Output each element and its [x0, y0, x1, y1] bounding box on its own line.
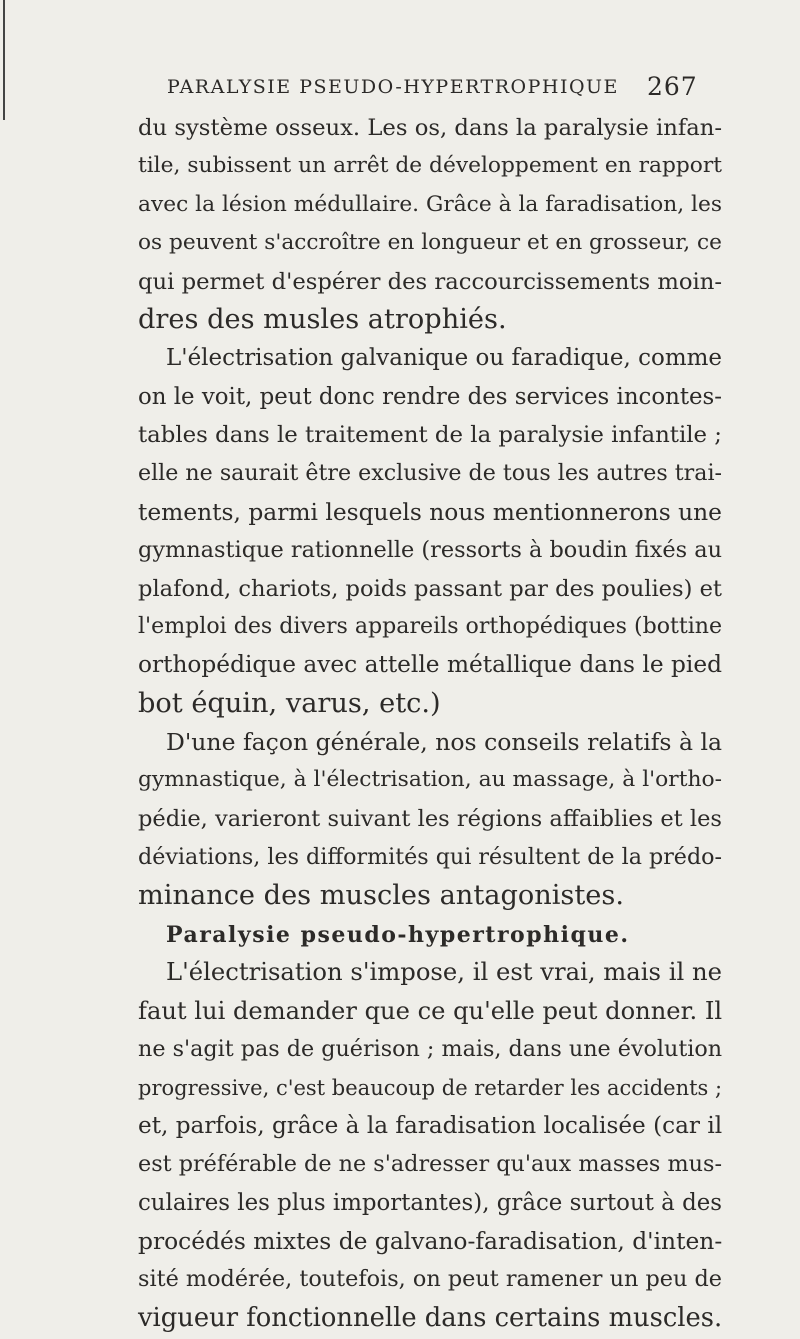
text-line: L'électrisation galvanique ou faradique, comme — [166, 345, 722, 371]
text-line: et, parfois, grâce à la faradisation localisée (car il — [138, 1113, 723, 1139]
text-line: déviations, les difformités qui résultent de la prédo- — [138, 844, 722, 870]
text-line: qui permet d'espérer des raccourcissements moin- — [138, 269, 722, 295]
text-line: pédie, varieront suivant les régions affaiblies et les — [138, 806, 722, 832]
text-line: plafond, chariots, poids passant par des poulies) et — [138, 576, 722, 602]
running-header: PARALYSIE PSEUDO-HYPERTROPHIQUE — [167, 76, 619, 98]
text-line: D'une façon générale, nos conseils relatifs à la — [166, 728, 722, 756]
text-line: L'électrisation s'impose, il est vrai, mais il ne — [166, 957, 722, 986]
text-line: os peuvent s'accroître en longueur et en grosseur, ce — [138, 230, 722, 255]
text-line: l'emploi des divers appareils orthopédiques (bottine — [138, 614, 723, 639]
section-title: Paralysie pseudo-hypertrophique. — [166, 922, 630, 948]
text-line: avec la lésion médullaire. Grâce à la faradisation, les — [138, 192, 722, 217]
text-line: sité modérée, toutefois, on peut ramener un peu de — [138, 1266, 722, 1292]
text-line: bot équin, varus, etc.) — [138, 688, 441, 719]
text-line: progressive, c'est beaucoup de retarder les accidents ; — [138, 1076, 723, 1100]
page-number: 267 — [647, 72, 698, 101]
text-line: gymnastique rationnelle (ressorts à boudin fixés au — [138, 537, 723, 563]
text-line: est préférable de ne s'adresser qu'aux masses mus- — [138, 1151, 722, 1177]
text-line: orthopédique avec attelle métallique dans le pied — [138, 651, 722, 678]
text-line: vigueur fonctionnelle dans certains muscles. — [138, 1303, 723, 1333]
text-line: procédés mixtes de galvano-faradisation, d'inten- — [138, 1227, 723, 1255]
text-line: ne s'agit pas de guérison ; mais, dans une évolution — [138, 1036, 723, 1062]
text-line: minance des muscles antagonistes. — [138, 880, 624, 911]
text-line: on le voit, peut donc rendre des services incontes- — [138, 384, 723, 410]
page-edge-line — [3, 0, 5, 120]
text-line: faut lui demander que ce qu'elle peut donner. Il — [138, 997, 723, 1025]
text-line: elle ne saurait être exclusive de tous les autres trai- — [138, 460, 722, 486]
text-line: tables dans le traitement de la paralysie infantile ; — [138, 422, 722, 448]
text-line: tements, parmi lesquels nous mentionnerons une — [138, 498, 722, 526]
text-line: gymnastique, à l'électrisation, au massage, à l'ortho- — [138, 767, 722, 792]
text-line: dres des musles atrophiés. — [138, 304, 507, 335]
text-line: tile, subissent un arrêt de développement en rapport — [138, 153, 722, 178]
text-line: du système osseux. Les os, dans la paralysie infan- — [138, 115, 723, 141]
text-line: culaires les plus importantes), grâce surtout à des — [138, 1190, 722, 1216]
